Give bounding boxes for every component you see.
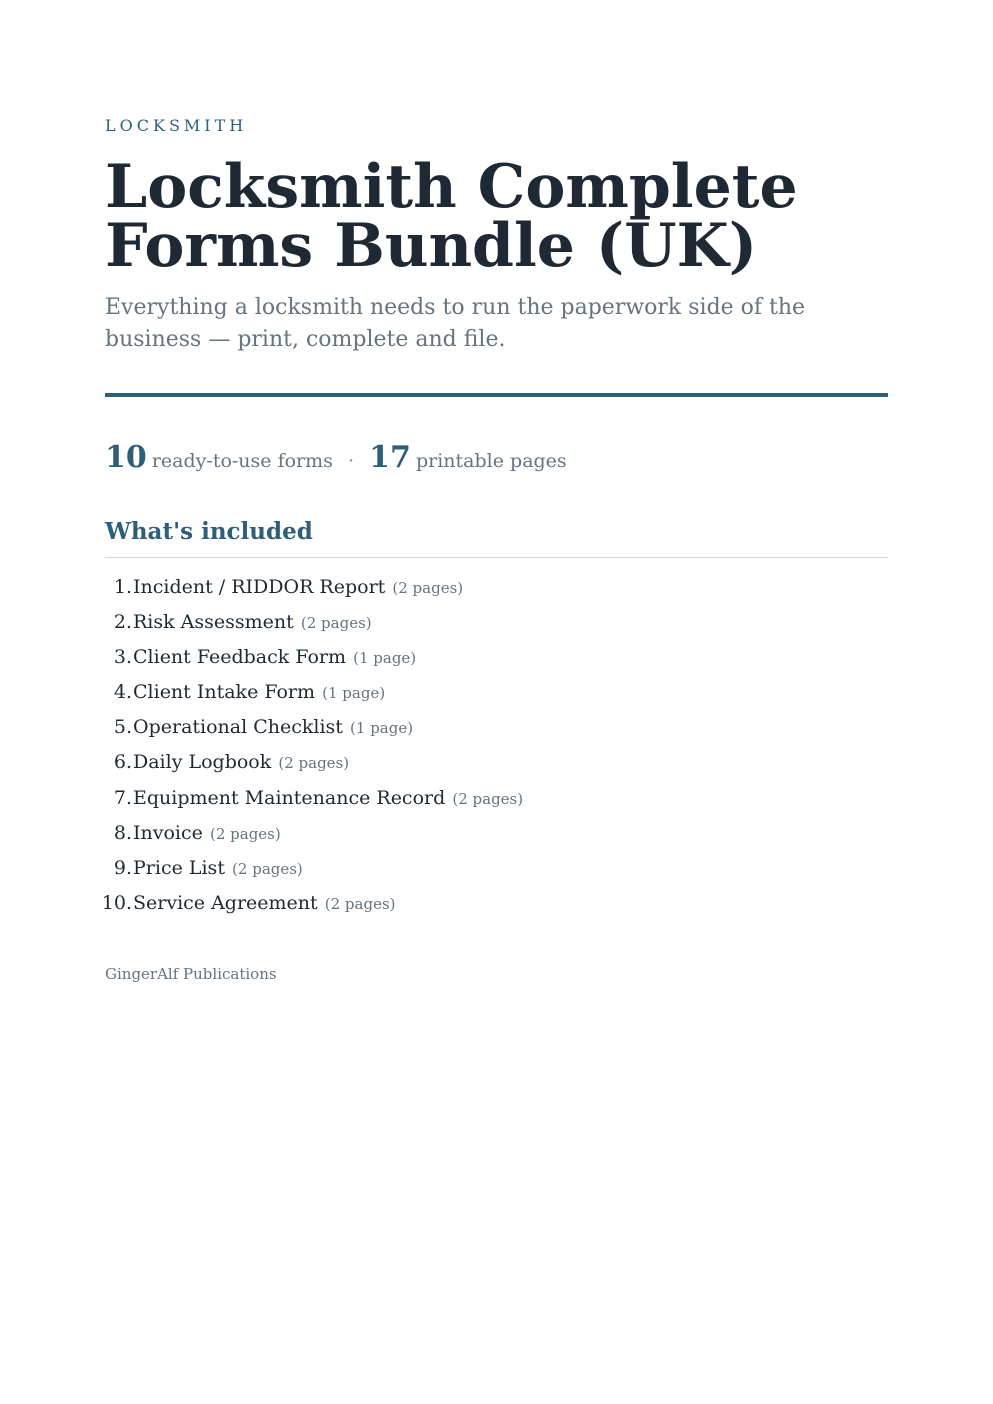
list-item-pages: (2 pages) bbox=[209, 824, 281, 843]
list-item-name: Incident / RIDDOR Report bbox=[133, 576, 386, 598]
list-item bbox=[105, 781, 888, 816]
list-item-pages: (1 page) bbox=[350, 719, 414, 738]
list-item-name: Price List bbox=[133, 856, 225, 879]
list-item-name: Daily Logbook bbox=[133, 751, 272, 774]
list-item-number: 4. bbox=[113, 681, 132, 704]
list-item bbox=[105, 570, 888, 605]
list-item-pages: (1 page) bbox=[353, 649, 417, 668]
list-item-number: 1. bbox=[113, 576, 132, 598]
list-item bbox=[105, 675, 888, 710]
list-item-name: Operational Checklist bbox=[133, 716, 343, 739]
list-item-name: Risk Assessment bbox=[133, 611, 294, 634]
list-item-number: 8. bbox=[113, 821, 132, 844]
list-item-number: 2. bbox=[113, 611, 132, 634]
header-divider bbox=[105, 393, 888, 397]
list-item-name: Invoice bbox=[133, 821, 203, 844]
list-item bbox=[105, 851, 888, 886]
list-item bbox=[105, 640, 888, 675]
list-item-name: Service Agreement bbox=[133, 891, 318, 914]
list-item-number: 5. bbox=[113, 716, 132, 739]
list-item-number: 9. bbox=[113, 856, 132, 879]
publisher-footer: GingerAlf Publications bbox=[105, 965, 277, 983]
list-item-name: Client Intake Form bbox=[133, 681, 316, 704]
forms-count: 10 bbox=[105, 440, 147, 475]
stats-line bbox=[105, 438, 567, 482]
stats-separator: · bbox=[348, 450, 355, 472]
list-item-pages: (2 pages) bbox=[278, 754, 350, 773]
list-item-pages: (2 pages) bbox=[324, 894, 396, 913]
category-label: LOCKSMITH bbox=[105, 116, 248, 135]
list-item-pages: (1 page) bbox=[322, 684, 386, 703]
list-item bbox=[101, 886, 888, 921]
page-subtitle: Everything a locksmith needs to run the paperwork side of the business — print, complete and file. bbox=[105, 295, 806, 352]
pages-count-label: printable pages bbox=[415, 450, 567, 472]
list-item-number: 6. bbox=[113, 751, 132, 774]
list-item bbox=[105, 605, 888, 640]
list-item-number: 10. bbox=[101, 891, 132, 914]
pages-count: 17 bbox=[369, 440, 411, 475]
included-heading: What's included bbox=[105, 518, 313, 545]
list-item bbox=[105, 816, 888, 851]
section-divider bbox=[105, 557, 888, 558]
page-title: Locksmith Complete Forms Bundle (UK) bbox=[105, 152, 798, 281]
list-item-pages: (2 pages) bbox=[232, 859, 303, 878]
list-item bbox=[105, 745, 888, 780]
list-item-pages: (2 pages) bbox=[452, 789, 524, 808]
list-item bbox=[105, 710, 888, 745]
list-item-number: 3. bbox=[113, 646, 132, 669]
forms-list bbox=[101, 570, 888, 921]
list-item-name: Client Feedback Form bbox=[133, 646, 347, 669]
list-item-number: 7. bbox=[113, 786, 132, 809]
forms-count-label: ready-to-use forms bbox=[151, 450, 333, 472]
list-item-pages: (2 pages) bbox=[300, 614, 372, 633]
list-item-pages: (2 pages) bbox=[392, 579, 464, 597]
list-item-name: Equipment Maintenance Record bbox=[133, 786, 446, 809]
